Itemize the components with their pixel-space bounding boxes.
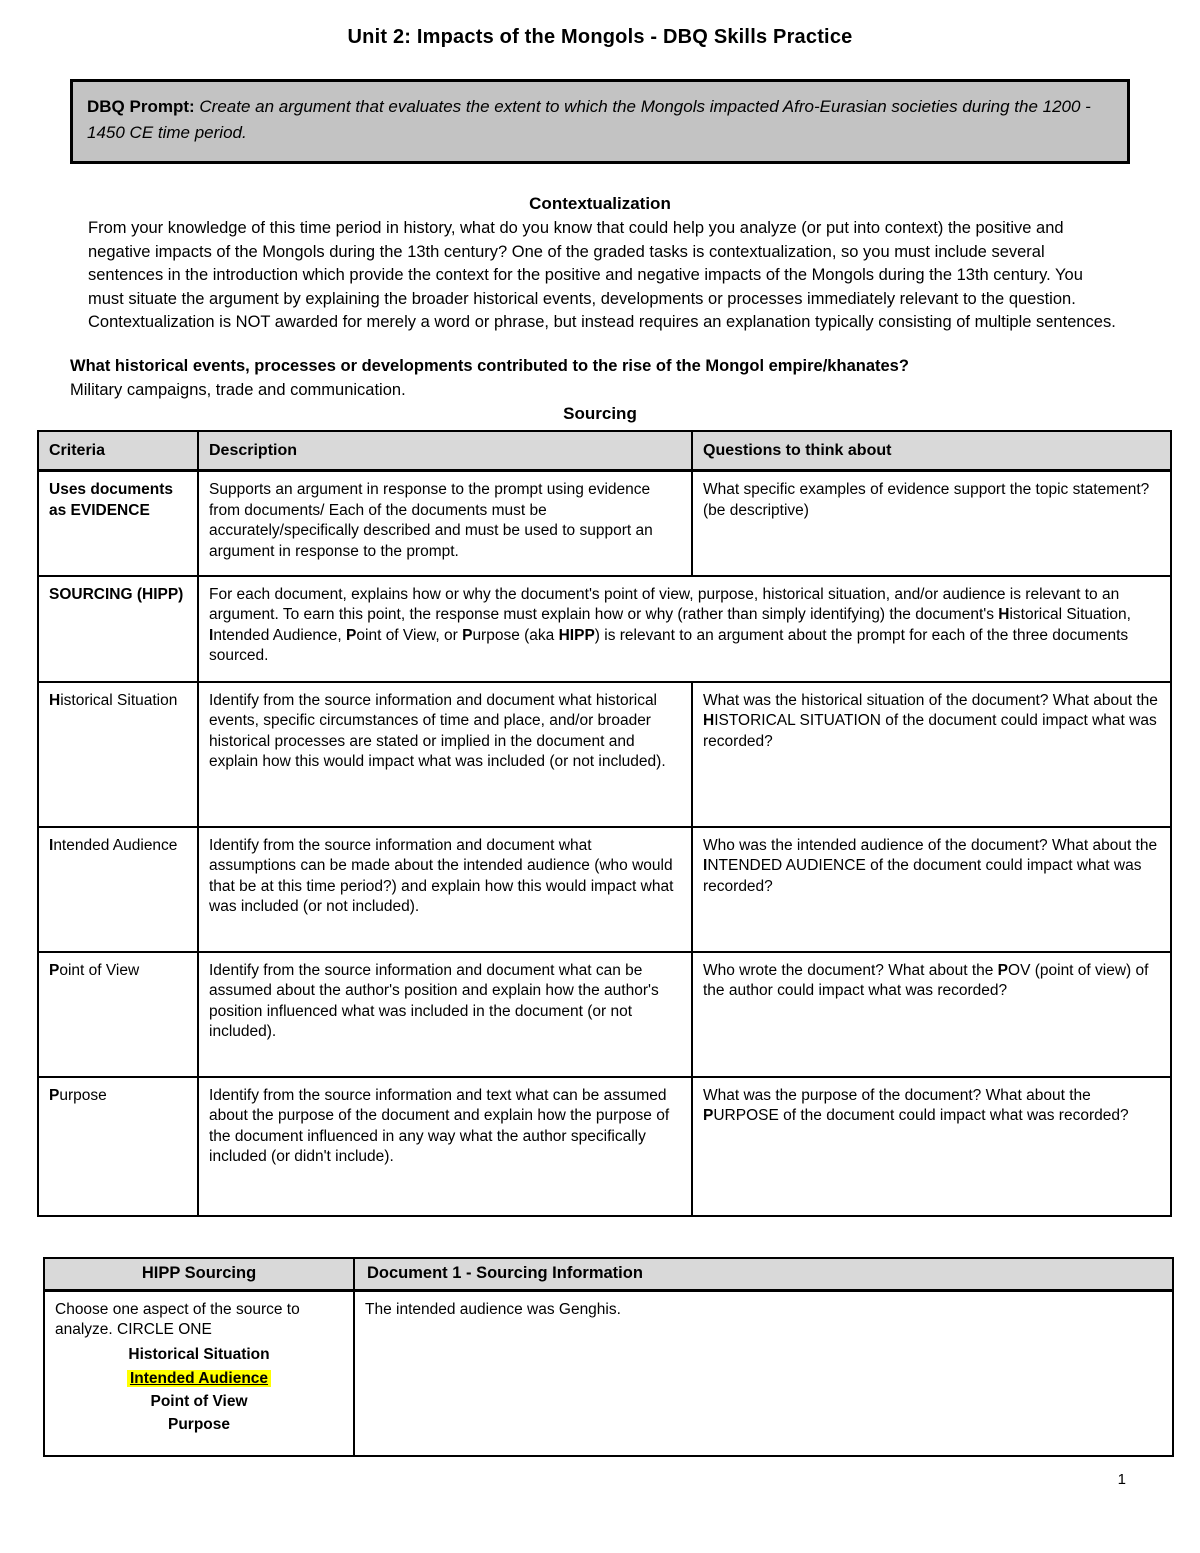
- questions-cell: What was the purpose of the document? What about the PURPOSE of the document could impact what was recorded?: [692, 1077, 1171, 1216]
- dbq-prompt-label: DBQ Prompt:: [87, 97, 195, 116]
- criteria-cell: Historical Situation: [38, 682, 198, 827]
- column-header-criteria: Criteria: [38, 431, 198, 471]
- criteria-cell: Purpose: [38, 1077, 198, 1216]
- sourcing-table: [37, 430, 1172, 1217]
- contextualization-answer: Military campaigns, trade and communication.: [70, 380, 406, 399]
- dbq-prompt-box: [70, 79, 1130, 164]
- option-purpose: Purpose: [167, 1416, 230, 1434]
- option-historical-situation: Historical Situation: [128, 1346, 270, 1364]
- table-row: [38, 471, 1171, 576]
- description-cell: Identify from the source information and document what can be assumed about the author's position and explain how the author's position influenced what was included in the document (or not included).: [198, 952, 692, 1077]
- criteria-cell: Uses documents as EVIDENCE: [38, 471, 198, 576]
- description-cell: For each document, explains how or why the document's point of view, purpose, historical situation, and/or audience is relevant to an argument. To earn this point, the response must explain how or why (rather than simply identifying) the document's Historical Situation, Intended Audience, Point of View, or Purpose (aka HIPP) is relevant to an argument about the prompt for each of the three documents sourced.: [198, 576, 1171, 682]
- description-cell: Identify from the source information and text what can be assumed about the purpose of the document and explain how the purpose of the document influenced in any way what the author specifically included (or didn't include).: [198, 1077, 692, 1216]
- contextualization-question-block: [70, 355, 1130, 403]
- hipp-sourcing-header: HIPP Sourcing: [44, 1258, 354, 1290]
- hipp-instruction: Choose one aspect of the source to analyze. CIRCLE ONE: [55, 1300, 300, 1339]
- page-number: 1: [1117, 1471, 1126, 1489]
- criteria-cell: SOURCING (HIPP): [38, 576, 198, 682]
- contextualization-paragraph: From your knowledge of this time period in history, what do you know that could help you analyze (or put into context) the positive and negative impacts of the Mongols during the 13th century? One of the graded tasks is contextualization, so you must include several sentences in the introduction which provide the context for the positive and negative impacts of the Mongols during the 13th century. You must situate the argument by explaining the broader historical events, developments or processes immediately relevant to the question. Contextualization is NOT awarded for merely a word or phrase, but instead requires an explanation typically consisting of multiple sentences.: [88, 219, 1116, 332]
- description-cell: Identify from the source information and document what historical events, specific circumstances of time and place, and/or broader historical processes are stated or implied in the document and explain how this would impact what was included (or not included).: [198, 682, 692, 827]
- column-header-description: Description: [198, 431, 692, 471]
- questions-cell: What was the historical situation of the document? What about the HISTORICAL SITUATION of the document could impact what was recorded?: [692, 682, 1171, 827]
- table-row: [38, 827, 1171, 952]
- contextualization-question: What historical events, processes or developments contributed to the rise of the Mongol empire/khanates?: [70, 356, 909, 375]
- description-cell: Supports an argument in response to the prompt using evidence from documents/ Each of the documents must be accurately/specifically described and must be used to support an argument in response to the prompt.: [198, 471, 692, 576]
- contextualization-heading: Contextualization: [529, 194, 671, 213]
- criteria-cell: Intended Audience: [38, 827, 198, 952]
- column-header-questions: Questions to think about: [692, 431, 1171, 471]
- questions-cell: What specific examples of evidence support the topic statement? (be descriptive): [692, 471, 1171, 576]
- page-title: Unit 2: Impacts of the Mongols - DBQ Skills Practice: [347, 26, 853, 48]
- dbq-prompt-text: Create an argument that evaluates the extent to which the Mongols impacted Afro-Eurasian societies during the 1200 - 1450 CE time period.: [87, 97, 1091, 142]
- hipp-header-row: [44, 1258, 1173, 1290]
- table-row: [38, 1077, 1171, 1216]
- table-row: [38, 952, 1171, 1077]
- questions-cell: Who was the intended audience of the document? What about the INTENDED AUDIENCE of the document could impact what was recorded?: [692, 827, 1171, 952]
- description-cell: Identify from the source information and document what assumptions can be made about the intended audience (who would that be at this time period?) and explain how this would impact what was included (or not included).: [198, 827, 692, 952]
- sourcing-heading: Sourcing: [563, 403, 637, 423]
- hipp-sourcing-table: [43, 1257, 1174, 1457]
- hipp-body-row: [44, 1290, 1173, 1456]
- criteria-cell: Point of View: [38, 952, 198, 1077]
- hipp-options-list: [55, 1343, 343, 1436]
- option-point-of-view: Point of View: [150, 1392, 248, 1410]
- table-row: [38, 682, 1171, 827]
- hipp-choice-cell: [44, 1290, 354, 1456]
- sourcing-header-row: [38, 431, 1171, 471]
- questions-cell: Who wrote the document? What about the POV (point of view) of the author could impact what was recorded?: [692, 952, 1171, 1077]
- table-row: [38, 576, 1171, 682]
- option-intended-audience-selected: Intended Audience: [127, 1370, 271, 1387]
- document1-sourcing-header: Document 1 - Sourcing Information: [354, 1258, 1173, 1290]
- document1-answer-cell: The intended audience was Genghis.: [354, 1290, 1173, 1456]
